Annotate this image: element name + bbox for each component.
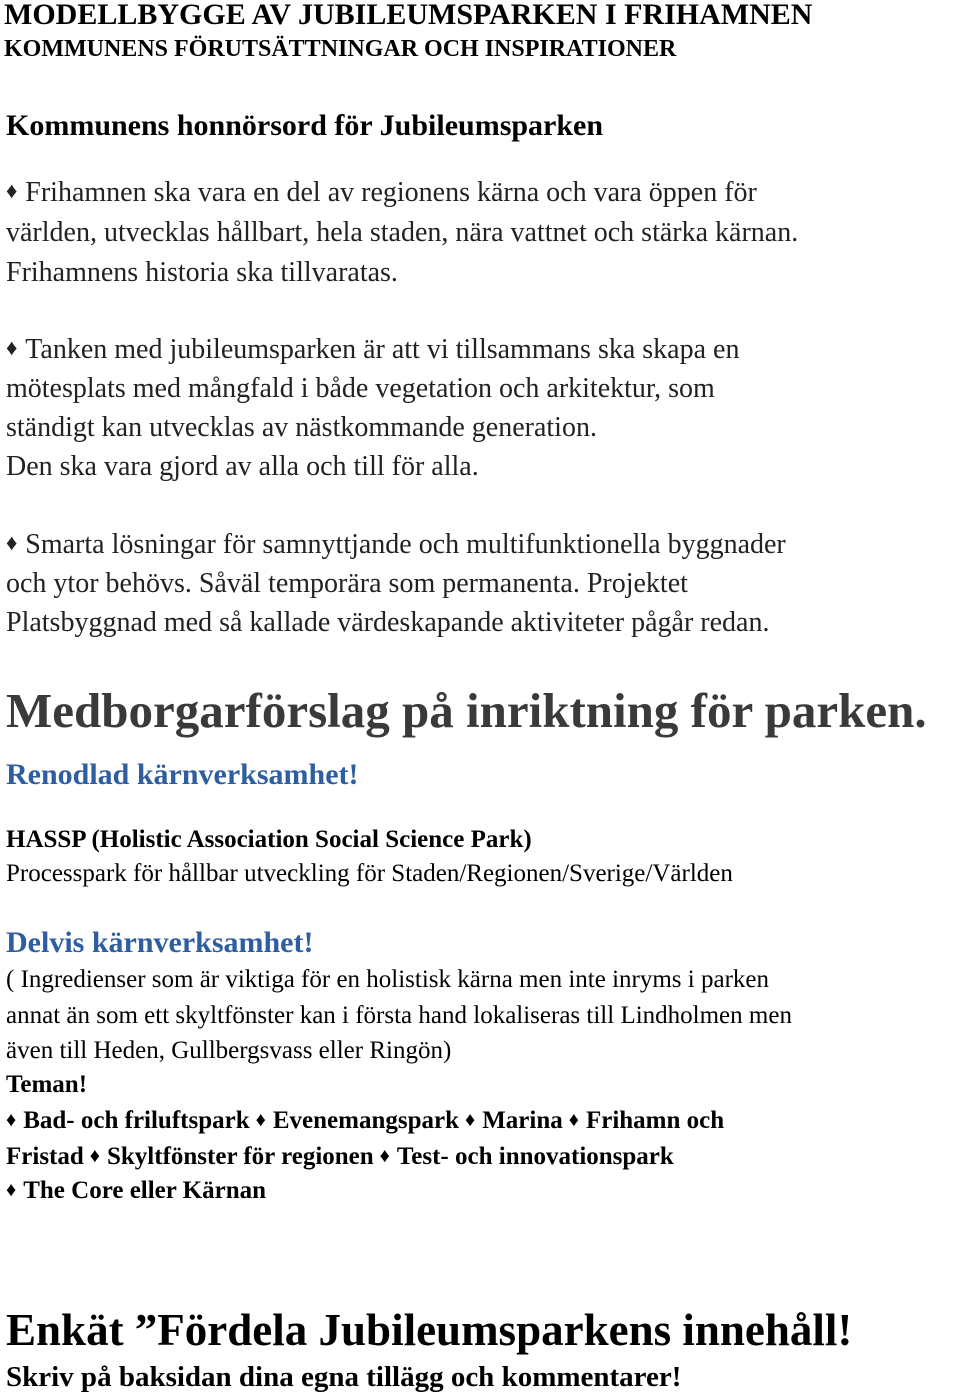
teman-heading: Teman! [6, 1071, 88, 1098]
bullet-diamond-icon: ♦ [6, 1178, 17, 1201]
bullet-diamond-icon: ♦ [379, 1144, 390, 1167]
medborgar-heading: Medborgarförslag på inriktning för parken. [6, 683, 927, 738]
tema-item: Bad- och friluftspark [23, 1107, 250, 1134]
paragraph-2-line-3: ständigt kan utvecklas av nästkommande generation. [6, 412, 597, 443]
bullet-diamond-icon: ♦ [6, 178, 18, 204]
document-title: MODELLBYGGE AV JUBILEUMSPARKEN I FRIHAMNEN [4, 0, 813, 31]
paragraph-3-line-2: och ytor behövs. Såväl temporära som permanenta. Projektet [6, 568, 688, 599]
bullet-diamond-icon: ♦ [464, 1108, 476, 1131]
tema-item: Skyltfönster för regionen [107, 1143, 374, 1170]
teman-line-2 [6, 1143, 674, 1171]
bullet-diamond-icon: ♦ [6, 1108, 17, 1131]
bullet-diamond-icon: ♦ [6, 530, 18, 556]
enkat-subheading: Skriv på baksidan dina egna tillägg och kommentarer! [6, 1361, 682, 1393]
paragraph-1-line-1: ♦ Frihamnen ska vara en del av regionens kärna och vara öppen för [6, 177, 757, 208]
tema-item: Frihamn och [585, 1107, 725, 1134]
paragraph-3-line-1: ♦ Smarta lösningar för samnyttjande och multifunktionella byggnader [6, 529, 786, 560]
bullet-diamond-icon: ♦ [568, 1108, 579, 1131]
paragraph-3-line-3: Platsbyggnad med så kallade värdeskapande aktiviteter pågår redan. [6, 607, 770, 638]
document-subtitle: KOMMUNENS FÖRUTSÄTTNINGAR OCH INSPIRATIONER [4, 36, 677, 62]
tema-item: Test- och innovationspark [396, 1143, 674, 1170]
paragraph-2-line-1: ♦ Tanken med jubileumsparken är att vi tillsammans ska skapa en [6, 334, 740, 365]
bullet-diamond-icon: ♦ [89, 1144, 100, 1167]
delvis-heading: Delvis kärnverksamhet! [6, 926, 314, 959]
tema-item: The Core eller Kärnan [23, 1177, 267, 1204]
bullet-diamond-icon: ♦ [255, 1108, 266, 1131]
teman-line-3 [6, 1177, 266, 1205]
bullet-diamond-icon: ♦ [6, 335, 18, 361]
teman-line-1 [6, 1107, 724, 1135]
paragraph-2-line-4: Den ska vara gjord av alla och till för alla. [6, 451, 479, 482]
paragraph-1-line-3: Frihamnens historia ska tillvaratas. [6, 257, 398, 288]
section-heading: Kommunens honnörsord för Jubileumsparken [6, 109, 604, 142]
delvis-line-3: även till Heden, Gullbergsvass eller Ringön) [6, 1037, 452, 1064]
tema-item: Fristad [6, 1143, 84, 1170]
delvis-line-2: annat än som ett skyltfönster kan i första hand lokaliseras till Lindholmen men [6, 1002, 792, 1029]
renodlad-heading: Renodlad kärnverksamhet! [6, 758, 359, 791]
processpark-line: Processpark för hållbar utveckling för Staden/Regionen/Sverige/Världen [6, 860, 733, 887]
paragraph-1-line-2: världen, utvecklas hållbart, hela staden, nära vattnet och stärka kärnan. [6, 217, 799, 248]
delvis-line-1: ( Ingredienser som är viktiga för en holistisk kärna men inte inryms i parken [6, 966, 769, 993]
tema-item: Marina [482, 1107, 563, 1134]
hassp-line: HASSP (Holistic Association Social Science Park) [6, 826, 532, 853]
tema-item: Evenemangspark [272, 1107, 459, 1134]
enkat-heading: Enkät ”Fördela Jubileumsparkens innehåll! [6, 1305, 853, 1355]
paragraph-2-line-2: mötesplats med mångfald i både vegetation och arkitektur, som [6, 373, 715, 404]
